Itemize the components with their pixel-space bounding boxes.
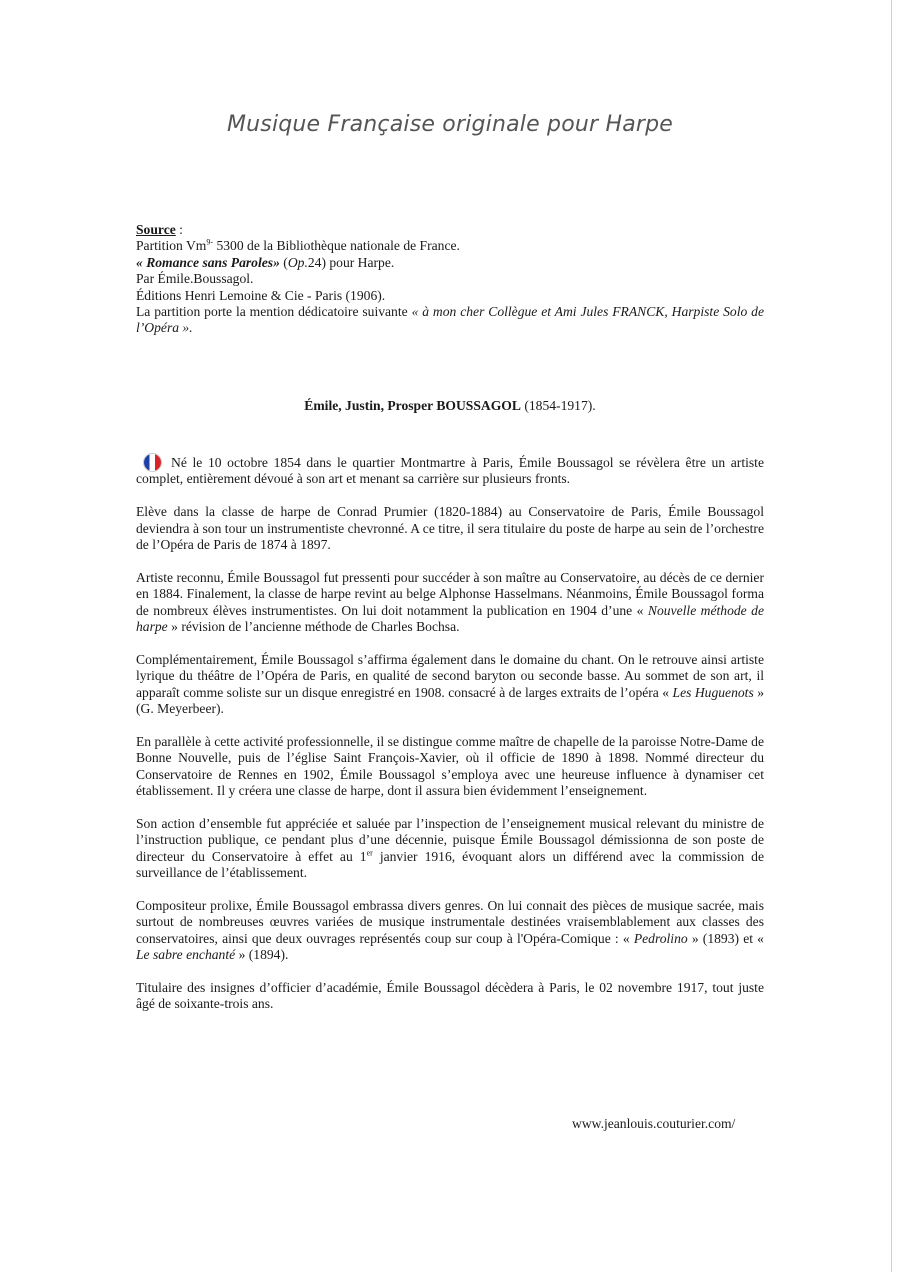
compositions-end: » (1894). xyxy=(235,947,289,963)
paragraph-chapel: En parallèle à cette activité professionnelle, il se distingue comme maître de chapelle de la paroisse Notre-Dame de Bonne Nouvelle, puis de l’église Saint François-Xavier, où il officie de 1890 à 1898. Nommé directeur du Conservatoire de Rennes en 1902, Émile Boussagol s’employa avec une heureuse influence à dynamiser cet établissement. Il y créera une classe de harpe, dont il assura bien évidemment l’enseignement. xyxy=(136,733,764,799)
footer-url: www.jeanlouis.couturier.com/ xyxy=(572,1116,736,1131)
paragraph-education: Elève dans la classe de harpe de Conrad Prumier (1820-1884) au Conservatoire de Paris, Émile Boussagol deviendra à son tour un instrumentiste chevronné. A ce titre, il sera titulaire du poste de harpe au sein de l’orchestre de l’Opéra de Paris de 1874 à 1897. xyxy=(136,504,764,553)
compositions-mid: » (1893) et « xyxy=(687,930,764,946)
source-label: Source xyxy=(136,222,176,237)
source-label-line xyxy=(136,222,764,238)
paragraph-singing xyxy=(136,652,764,718)
source-line-dedication xyxy=(136,304,764,337)
work-opus-label: Op. xyxy=(287,254,308,270)
teaching-text: Artiste reconnu, Émile Boussagol fut pressenti pour succéder à son maître au Conservatoire, au décès de ce dernier en 1884. Finalement, la classe de harpe revint au belge Alphonse Hasselmans. Néanmoins, Émile Boussagol forma de nombreux élèves instrumentistes. On lui doit notamment la publication en 1904 d’une « xyxy=(136,569,764,618)
partition-sup: 9- xyxy=(206,237,214,247)
work-title: « Romance sans Paroles» xyxy=(136,254,280,270)
composer-dates: (1854-1917). xyxy=(520,398,596,413)
page-edge-divider xyxy=(891,0,892,1272)
partition-text-rest: 5300 de la Bibliothèque nationale de France. xyxy=(213,238,460,254)
source-line-author: Par Émile.Boussagol. xyxy=(136,271,254,287)
source-label-suffix: : xyxy=(175,222,183,237)
paragraph-teaching xyxy=(136,570,764,636)
resignation-text: Son action d’ensemble fut appréciée et saluée par l’inspection de l’enseignement musical relevant du ministre de l’instruction publique, ce pendant plus d’une décennie, puisque Émile Boussagol démissionna de son poste de directeur du Conservatoire à effet au 1 xyxy=(136,815,764,864)
paragraph-birth-text: Né le 10 octobre 1854 dans le quartier Montmartre à Paris, Émile Boussagol se révèlera être un artiste complet, entièrement dévoué à son art et menant sa carrière sur plusieurs fronts. xyxy=(136,455,764,487)
dedication-quote: « à mon cher Collègue et Ami Jules FRANCK, Harpiste Solo de l’Opéra ». xyxy=(136,304,764,336)
singing-opera-title: Les Huguenots xyxy=(672,684,754,700)
resignation-text-end: janvier 1916, évoquant alors un différend avec la commission de surveillance de l’établissement. xyxy=(136,848,764,881)
singing-text: Complémentairement, Émile Boussagol s’affirma également dans le domaine du chant. On le retrouve ainsi artiste lyrique du théâtre de l’Opéra de Paris, en qualité de second baryton ou seconde basse. Au sommet de son art, il apparaît comme soliste sur un disque enregistré en 1908. consacré à de larges extraits de l’opéra « xyxy=(136,651,764,700)
source-line-partition xyxy=(136,238,764,254)
composer-name: Émile, Justin, Prosper BOUSSAGOL xyxy=(304,398,521,413)
composer-heading xyxy=(0,398,900,414)
biography-body xyxy=(136,454,764,1029)
paragraph-birth xyxy=(136,454,764,488)
page-header-title: Musique Française originale pour Harpe xyxy=(226,112,674,137)
paragraph-compositions xyxy=(136,898,764,964)
opera-title-pedrolino: Pedrolino xyxy=(633,930,688,946)
paragraph-death: Titulaire des insignes d’officier d’académie, Émile Boussagol décèdera à Paris, le 02 novembre 1917, tout juste âgé de soixante-trois ans. xyxy=(136,979,764,1012)
partition-text: Partition Vm xyxy=(136,238,207,254)
work-paren: ( xyxy=(279,254,288,270)
source-line-work xyxy=(136,255,764,271)
source-block xyxy=(136,222,764,337)
french-flag-icon xyxy=(144,454,161,471)
paragraph-resignation xyxy=(136,816,764,882)
resignation-sup: er xyxy=(366,848,373,858)
singing-text-end: » (G. Meyerbeer). xyxy=(136,684,764,717)
compositions-text: Compositeur prolixe, Émile Boussagol embrassa divers genres. On lui connait des pièces de musique sacrée, mais surtout de nombreuses œuvres variées de musique instrumentale destinées vraisemblablement aux classes des conservatoires, ainsi que deux ouvrages représentés coup sur coup à l'Opéra-Comique : « xyxy=(136,897,764,946)
teaching-method-title: Nouvelle méthode de harpe xyxy=(136,602,764,635)
work-opus-rest: 24) pour Harpe. xyxy=(307,254,395,270)
source-line-publisher: Éditions Henri Lemoine & Cie - Paris (1906). xyxy=(136,287,386,303)
dedication-intro: La partition porte la mention dédicatoire suivante xyxy=(136,304,412,320)
teaching-text-end: » révision de l’ancienne méthode de Charles Bochsa. xyxy=(167,619,460,635)
opera-title-sabre: Le sabre enchanté xyxy=(136,947,236,963)
